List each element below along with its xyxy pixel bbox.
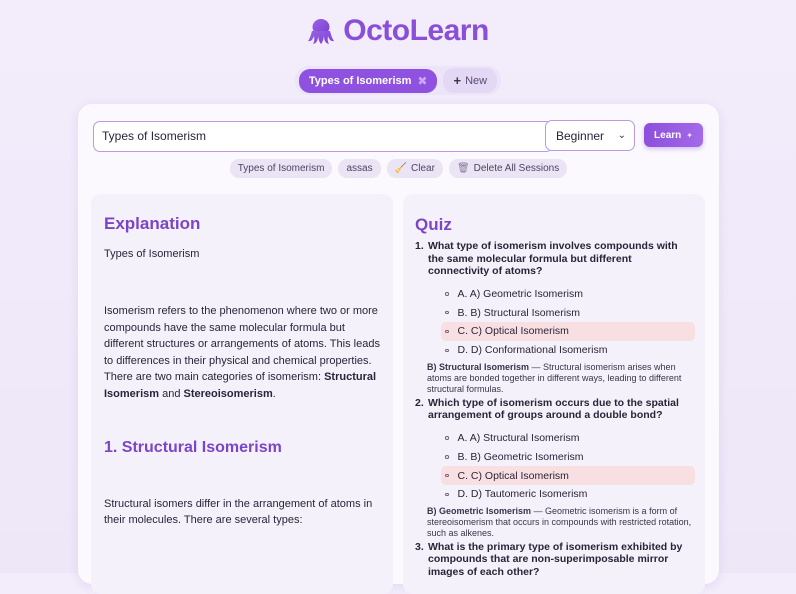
bullet-icon — [445, 493, 449, 497]
option-label: C. C) Optical Isomerism — [457, 469, 569, 482]
history-chip-types-of-isomerism[interactable] — [230, 159, 333, 178]
app-title: OctoLearn — [343, 14, 489, 47]
chip-label: assas — [346, 163, 373, 174]
option-label: D. D) Tautomeric Isomerism — [457, 488, 588, 501]
intro-bold-stereo: Stereoisomerism — [183, 387, 273, 400]
session-tab-label: Types of Isomerism — [308, 74, 412, 87]
explanation-heading: Explanation — [104, 214, 201, 233]
chip-label: Delete All Sessions — [473, 163, 560, 174]
question-number: 3. — [415, 540, 424, 553]
chevron-down-icon: ⌄ — [617, 130, 626, 141]
sparkle-icon: ✦ — [686, 130, 693, 140]
quiz-option[interactable] — [441, 429, 695, 448]
clear-button[interactable] — [387, 159, 443, 178]
section-heading: 1. Structural Isomerism — [104, 439, 282, 456]
question-text: What type of isomerism involves compounds with the same molecular formula but different connectivity of atoms? — [428, 240, 678, 277]
broom-icon: 🧹 — [394, 163, 408, 174]
explanation-intro — [104, 303, 381, 402]
main-card — [78, 104, 719, 584]
intro-text: Isomerism refers to the phenomenon where two or more compounds have the same molecular formula but different structures or arrangements of atoms. This leads to differences in their physical and chemical properties. There are two main categories of isomerism: — [104, 305, 380, 383]
new-session-label: New — [465, 74, 488, 87]
answer-correct: B) Structural Isomerism — [427, 361, 530, 372]
question-number: 2. — [415, 396, 424, 409]
chip-label: Types of Isomerism — [237, 163, 325, 174]
quiz-option[interactable] — [441, 341, 695, 360]
question-text: What is the primary type of isomerism exhibited by compounds that are non-superimposable mirror images of each other? — [428, 540, 683, 578]
learn-button[interactable] — [644, 123, 703, 147]
option-label: B. B) Structural Isomerism — [457, 306, 581, 319]
quiz-option[interactable] — [441, 447, 695, 466]
new-session-button[interactable] — [443, 68, 497, 93]
intro-end: . — [272, 387, 276, 400]
answer-explanation — [427, 362, 693, 395]
delete-all-sessions-button[interactable] — [449, 159, 567, 178]
learn-button-label: Learn — [654, 129, 682, 141]
answer-explanation — [427, 506, 693, 539]
bullet-icon — [445, 436, 449, 440]
plus-icon: + — [453, 73, 462, 88]
quiz-option-wrong[interactable] — [441, 322, 695, 341]
close-icon[interactable]: ✖ — [417, 73, 428, 88]
intro-and: and — [159, 387, 184, 400]
explanation-topic: Types of Isomerism — [104, 247, 200, 260]
option-label: A. A) Geometric Isomerism — [457, 287, 583, 300]
option-list — [415, 429, 693, 504]
chip-label: Clear — [411, 163, 435, 174]
brand-header — [0, 14, 796, 48]
topic-input[interactable]: Types of Isomerism — [93, 121, 553, 152]
bullet-icon — [445, 455, 449, 459]
trash-icon: 🗑 — [456, 163, 470, 174]
option-list — [415, 285, 693, 360]
option-label: A. A) Structural Isomerism — [457, 432, 580, 445]
quiz-option[interactable] — [441, 285, 695, 304]
session-tab-active[interactable] — [299, 69, 438, 93]
history-chips — [78, 159, 719, 178]
bullet-icon — [445, 349, 449, 353]
quiz-option-wrong[interactable] — [441, 466, 695, 485]
quiz-heading: Quiz — [415, 215, 452, 234]
answer-text: — Geometric isomerism is a form of stereoisomerism that occurs in compounds with restricted rotation, such as alkenes. — [427, 505, 692, 538]
bullet-icon — [445, 311, 449, 315]
level-select-value: Beginner — [556, 128, 605, 143]
option-label: B. B) Geometric Isomerism — [457, 450, 584, 463]
level-select[interactable] — [545, 120, 635, 151]
history-chip-assas[interactable] — [338, 159, 380, 178]
option-label: D. D) Conformational Isomerism — [457, 344, 608, 357]
bullet-icon — [445, 474, 449, 478]
bullet-icon — [445, 330, 449, 334]
session-tabs — [0, 66, 796, 95]
answer-text: — Structural isomerism arises when atoms are bonded together in different ways, leading to different structural formulas. — [427, 361, 682, 394]
quiz-question — [415, 240, 693, 395]
quiz-option[interactable] — [441, 303, 695, 322]
session-tabs-bar — [295, 66, 501, 95]
quiz-panel — [403, 194, 705, 594]
question-text: Which type of isomerism occurs due to the spatial arrangement of groups around a double bond? — [428, 396, 679, 422]
bullet-icon — [445, 292, 449, 296]
answer-correct: B) Geometric Isomerism — [427, 505, 532, 516]
question-number: 1. — [415, 240, 424, 252]
option-label: C. C) Optical Isomerism — [457, 325, 569, 338]
quiz-option[interactable] — [441, 485, 695, 504]
quiz-question — [415, 397, 693, 539]
section-text: Structural isomers differ in the arrangement of atoms in their molecules. There are several types: — [104, 497, 373, 526]
intro-bold-structural: Structural Isomerism — [104, 371, 377, 400]
explanation-panel — [91, 194, 393, 594]
octopus-logo-icon — [307, 17, 335, 45]
